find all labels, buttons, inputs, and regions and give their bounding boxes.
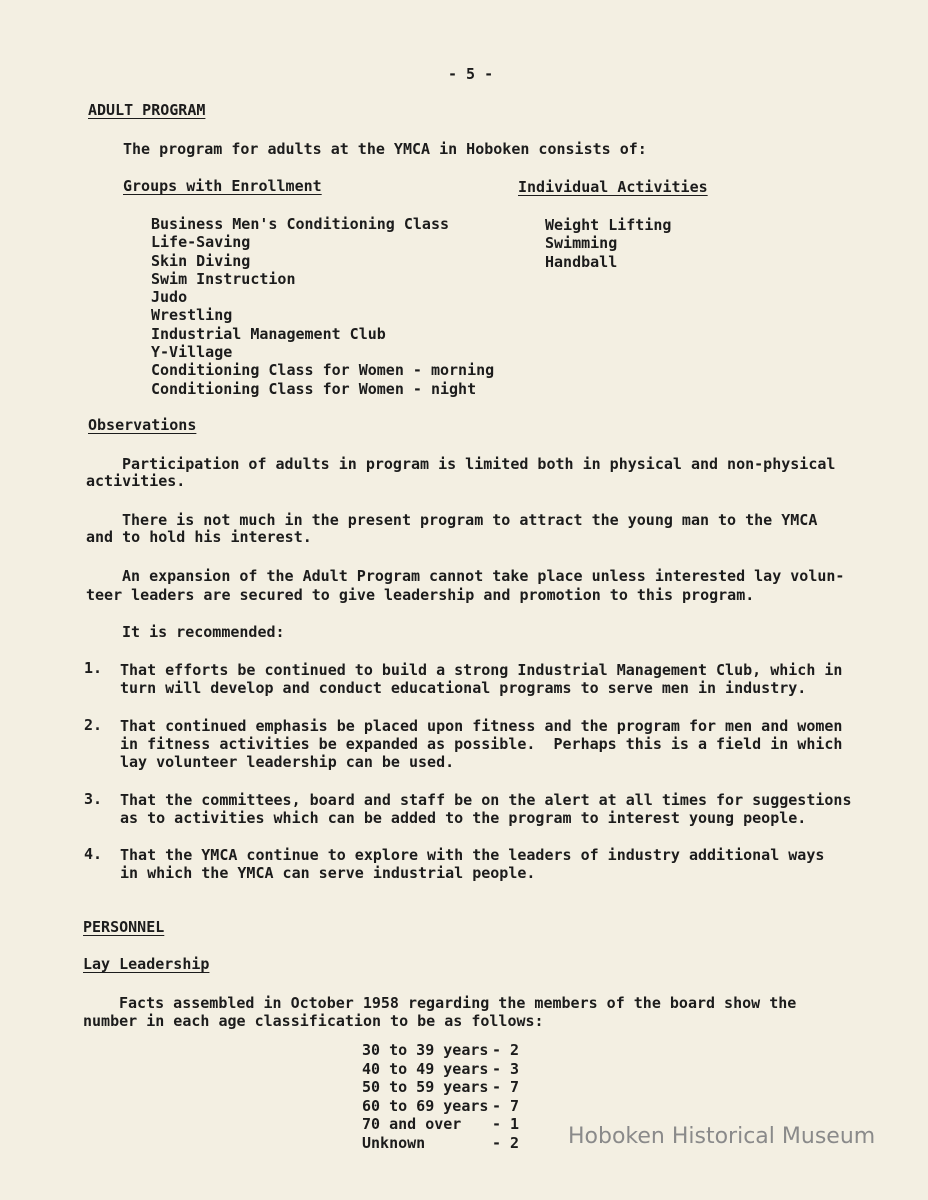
age-label: 60 to 69 years xyxy=(362,1096,489,1115)
recommendation-number: 1. xyxy=(84,659,103,677)
list-item xyxy=(362,1097,532,1116)
recommendation-2-line-1: That continued emphasis be placed upon fitness and the program for men and women xyxy=(120,717,843,735)
personnel-heading: PERSONNEL xyxy=(83,918,165,936)
age-label: 30 to 39 years xyxy=(362,1041,489,1059)
recommendation-4-line-2: in which the YMCA can serve industrial people. xyxy=(120,864,536,882)
age-label: 50 to 59 years xyxy=(362,1078,489,1096)
facts-line-2: number in each age classification to be as follows: xyxy=(83,1012,544,1030)
recommendation-1-line-2: turn will develop and conduct educational programs to serve men in industry. xyxy=(120,679,807,697)
age-label: 40 to 49 years xyxy=(362,1059,489,1078)
recommendation-number: 2. xyxy=(84,716,103,734)
list-item: Conditioning Class for Women - morning xyxy=(151,361,495,380)
list-item: Conditioning Class for Women - night xyxy=(151,379,477,398)
groups-list xyxy=(151,215,494,398)
age-count: - 1 xyxy=(492,1115,520,1133)
observations-heading: Observations xyxy=(88,416,197,434)
age-count: - 3 xyxy=(492,1059,520,1078)
observation-3-line-1: An expansion of the Adult Program cannot take place unless interested lay volun- xyxy=(122,567,845,585)
age-label: 70 and over xyxy=(362,1115,462,1133)
groups-heading: Groups with Enrollment xyxy=(123,177,322,195)
list-item: Swimming xyxy=(545,234,618,253)
list-item: Handball xyxy=(545,252,618,271)
list-item xyxy=(362,1060,532,1079)
lay-leadership-heading: Lay Leadership xyxy=(83,955,210,973)
list-item: Skin Diving xyxy=(151,251,251,270)
list-item: Swim Instruction xyxy=(151,269,296,288)
museum-watermark: Hoboken Historical Museum xyxy=(568,1124,876,1149)
list-item: Weight Lifting xyxy=(545,216,672,234)
list-item: Life-Saving xyxy=(151,233,251,252)
age-count: - 2 xyxy=(492,1041,520,1059)
list-item: Wrestling xyxy=(151,306,233,325)
individual-list xyxy=(545,216,671,271)
list-item: Industrial Management Club xyxy=(151,324,386,343)
age-label: Unknown xyxy=(362,1133,426,1152)
facts-line-1: Facts assembled in October 1958 regarding the members of the board show the xyxy=(119,994,797,1012)
page-number: - 5 - xyxy=(448,65,494,83)
list-item xyxy=(362,1041,532,1060)
observation-2-line-2: and to hold his interest. xyxy=(86,528,312,546)
observation-3-line-2: teer leaders are secured to give leadership and promotion to this program. xyxy=(86,586,755,604)
observation-1-line-1: Participation of adults in program is limited both in physical and non-physical xyxy=(122,455,836,473)
recommendation-4-line-1: That the YMCA continue to explore with the leaders of industry additional ways xyxy=(120,846,825,864)
list-item: Y-Village xyxy=(151,343,233,362)
list-item: Judo xyxy=(151,288,188,307)
age-count: - 7 xyxy=(492,1078,520,1096)
recommendation-2-line-3: lay volunteer leadership can be used. xyxy=(120,753,455,771)
recommendation-2-line-2: in fitness activities be expanded as possible. Perhaps this is a field in which xyxy=(120,735,843,753)
recommendation-1-line-1: That efforts be continued to build a strong Industrial Management Club, which in xyxy=(120,661,843,679)
observation-2-line-1: There is not much in the present program to attract the young man to the YMCA xyxy=(122,511,818,529)
age-classification-list xyxy=(362,1041,532,1152)
recommended-label: It is recommended: xyxy=(122,623,285,641)
list-item xyxy=(362,1078,532,1097)
individual-heading: Individual Activities xyxy=(518,178,708,196)
list-item xyxy=(362,1134,532,1153)
recommendation-number: 3. xyxy=(84,790,103,808)
adult-program-heading: ADULT PROGRAM xyxy=(88,101,206,119)
list-item: Business Men's Conditioning Class xyxy=(151,215,450,233)
adult-program-intro: The program for adults at the YMCA in Hoboken consists of: xyxy=(123,140,647,158)
list-item xyxy=(362,1115,532,1134)
observation-1-line-2: activities. xyxy=(86,472,186,490)
recommendation-3-line-1: That the committees, board and staff be on the alert at all times for suggestions xyxy=(120,791,852,809)
age-count: - 2 xyxy=(492,1133,520,1152)
recommendation-number: 4. xyxy=(84,845,103,863)
recommendation-3-line-2: as to activities which can be added to the program to interest young people. xyxy=(120,809,807,827)
age-count: - 7 xyxy=(492,1096,520,1115)
